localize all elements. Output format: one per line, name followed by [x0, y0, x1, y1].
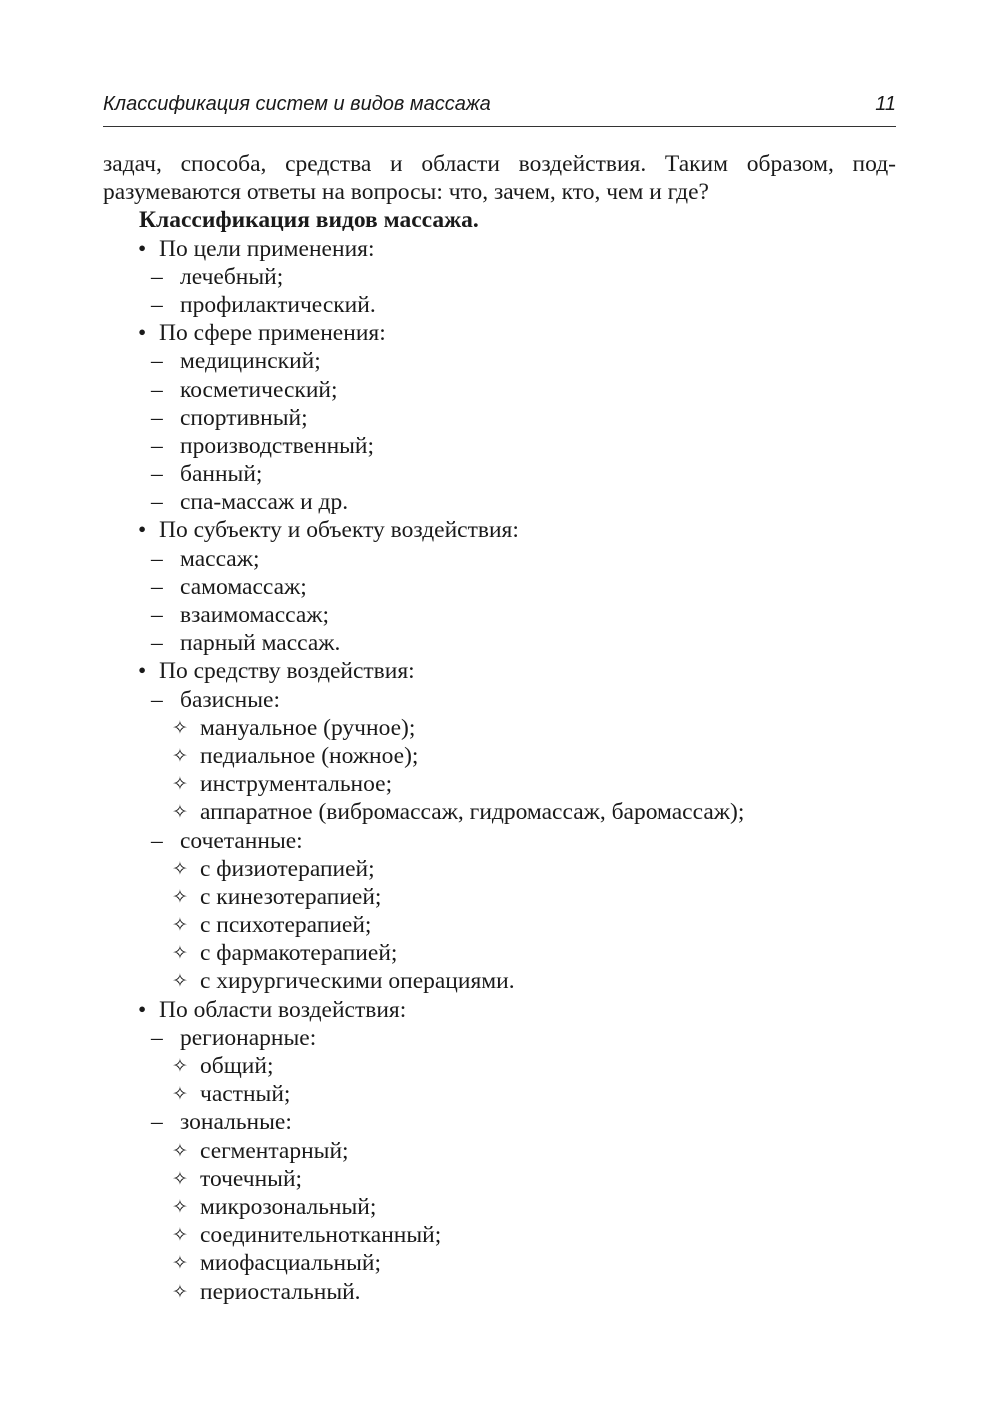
list-item-text: микрозональный; — [200, 1193, 377, 1220]
list-item-text: периостальный. — [200, 1278, 361, 1305]
list-item-text: производственный; — [180, 432, 375, 459]
dash-mark: – — [151, 489, 163, 516]
list-item-text: точечный; — [200, 1165, 303, 1192]
list-item-text: профилактический. — [180, 291, 376, 318]
list-item-text: мануальное (ручное); — [200, 714, 416, 741]
diamond-mark: ✧ — [172, 745, 188, 767]
diamond-mark: ✧ — [172, 717, 188, 739]
diamond-mark: ✧ — [172, 915, 188, 937]
diamond-mark: ✧ — [172, 774, 188, 796]
list-item-level-2 — [103, 347, 896, 375]
list-item-text: аппаратное (вибромассаж, гидромассаж, баромассаж); — [200, 799, 745, 826]
page-number: 11 — [875, 93, 896, 115]
list-item-text: парный массаж. — [180, 630, 341, 657]
list-item-level-1 — [103, 657, 896, 685]
list-item-level-3 — [103, 770, 896, 798]
classification-list — [103, 235, 896, 1306]
list-item-level-3 — [103, 1080, 896, 1108]
dash-mark: – — [151, 376, 163, 403]
diamond-mark: ✧ — [172, 1084, 188, 1106]
list-item-level-2 — [103, 460, 896, 488]
list-item-text: лечебный; — [180, 263, 284, 290]
list-item-text: самомассаж; — [180, 573, 307, 600]
list-item-text: соединительнотканный; — [200, 1222, 442, 1249]
dash-mark: – — [151, 263, 163, 290]
list-item-level-1 — [103, 996, 896, 1024]
dash-mark: – — [151, 545, 163, 572]
list-item-level-3 — [103, 714, 896, 742]
dash-mark: – — [151, 630, 163, 657]
list-item-level-2 — [103, 601, 896, 629]
list-item-text: По средству воздействия: — [159, 658, 415, 685]
list-item-level-3 — [103, 1165, 896, 1193]
list-item-level-3 — [103, 1137, 896, 1165]
bullet-mark: • — [138, 658, 147, 685]
list-item-text: спа-массаж и др. — [180, 489, 349, 516]
diamond-mark: ✧ — [172, 1196, 188, 1218]
bullet-mark: • — [138, 320, 147, 347]
dash-mark: – — [151, 432, 163, 459]
list-item-level-3 — [103, 939, 896, 967]
list-item-text: с фармакотерапией; — [200, 940, 398, 967]
list-item-level-2 — [103, 573, 896, 601]
dash-mark: – — [151, 404, 163, 431]
list-item-text: с физиотерапией; — [200, 855, 375, 882]
list-item-level-3 — [103, 798, 896, 826]
list-item-level-2 — [103, 686, 896, 714]
list-item-text: регионарные: — [180, 1024, 317, 1051]
dash-mark: – — [151, 348, 163, 375]
list-item-text: взаимомассаж; — [180, 602, 330, 629]
list-item-level-3 — [103, 1221, 896, 1249]
list-item-level-1 — [103, 319, 896, 347]
list-item-text: с кинезотерапией; — [200, 883, 382, 910]
list-item-level-2 — [103, 432, 896, 460]
list-item-level-3 — [103, 883, 896, 911]
list-item-level-3 — [103, 967, 896, 995]
dash-mark: – — [151, 291, 163, 318]
list-item-level-2 — [103, 629, 896, 657]
diamond-mark: ✧ — [172, 943, 188, 965]
diamond-mark: ✧ — [172, 802, 188, 824]
list-item-level-2 — [103, 488, 896, 516]
list-item-text: общий; — [200, 1053, 274, 1080]
list-item-level-1 — [103, 516, 896, 544]
list-item-level-1 — [103, 235, 896, 263]
list-item-text: По цели применения: — [159, 235, 375, 262]
list-item-text: миофасциальный; — [200, 1250, 381, 1277]
diamond-mark: ✧ — [172, 1225, 188, 1247]
dash-mark: – — [151, 461, 163, 488]
diamond-mark: ✧ — [172, 1140, 188, 1162]
list-item-text: базисные: — [180, 686, 281, 713]
chapter-title: Классификация систем и видов массажа — [103, 93, 491, 115]
page-body — [103, 150, 896, 1306]
list-item-level-2 — [103, 545, 896, 573]
list-item-level-2 — [103, 827, 896, 855]
list-item-text: с психотерапией; — [200, 912, 372, 939]
list-item-text: частный; — [200, 1081, 291, 1108]
list-item-level-2 — [103, 291, 896, 319]
intro-paragraph: задач, способа, средства и области воздействия. Таким образом, подразумеваются ответы на вопросы: что, зачем, кто, чем и где? — [103, 151, 896, 206]
list-item-level-2 — [103, 1108, 896, 1136]
diamond-mark: ✧ — [172, 1168, 188, 1190]
diamond-mark: ✧ — [172, 1281, 188, 1303]
bullet-mark: • — [138, 517, 147, 544]
list-item-text: зональные: — [180, 1109, 292, 1136]
list-item-text: сочетанные: — [180, 827, 303, 854]
list-item-level-3 — [103, 1278, 896, 1306]
list-item-text: с хирургическими операциями. — [200, 968, 515, 995]
list-item-level-2 — [103, 404, 896, 432]
bullet-mark: • — [138, 235, 147, 262]
bullet-mark: • — [138, 996, 147, 1023]
list-item-text: банный; — [180, 461, 263, 488]
section-heading: Классификация видов массажа. — [139, 207, 479, 234]
list-item-text: сегментарный; — [200, 1137, 349, 1164]
list-item-level-3 — [103, 1193, 896, 1221]
list-item-text: По области воздействия: — [159, 996, 407, 1023]
list-item-text: инструментальное; — [200, 771, 393, 798]
diamond-mark: ✧ — [172, 886, 188, 908]
list-item-level-3 — [103, 911, 896, 939]
list-item-text: По сфере применения: — [159, 320, 386, 347]
diamond-mark: ✧ — [172, 1253, 188, 1275]
list-item-text: массаж; — [180, 545, 260, 572]
diamond-mark: ✧ — [172, 1056, 188, 1078]
list-item-text: педиальное (ножное); — [200, 742, 419, 769]
dash-mark: – — [151, 1109, 163, 1136]
dash-mark: – — [151, 686, 163, 713]
list-item-text: спортивный; — [180, 404, 308, 431]
diamond-mark: ✧ — [172, 858, 188, 880]
list-item-level-2 — [103, 376, 896, 404]
dash-mark: – — [151, 1024, 163, 1051]
list-item-level-2 — [103, 263, 896, 291]
list-item-level-2 — [103, 1024, 896, 1052]
list-item-level-3 — [103, 1052, 896, 1080]
dash-mark: – — [151, 827, 163, 854]
dash-mark: – — [151, 573, 163, 600]
list-item-level-3 — [103, 1249, 896, 1277]
list-item-level-3 — [103, 855, 896, 883]
running-header — [103, 92, 896, 127]
list-item-text: косметический; — [180, 376, 338, 403]
list-item-text: По субъекту и объекту воздействия: — [159, 517, 519, 544]
list-item-text: медицинский; — [180, 348, 321, 375]
diamond-mark: ✧ — [172, 971, 188, 993]
dash-mark: – — [151, 602, 163, 629]
list-item-level-3 — [103, 742, 896, 770]
